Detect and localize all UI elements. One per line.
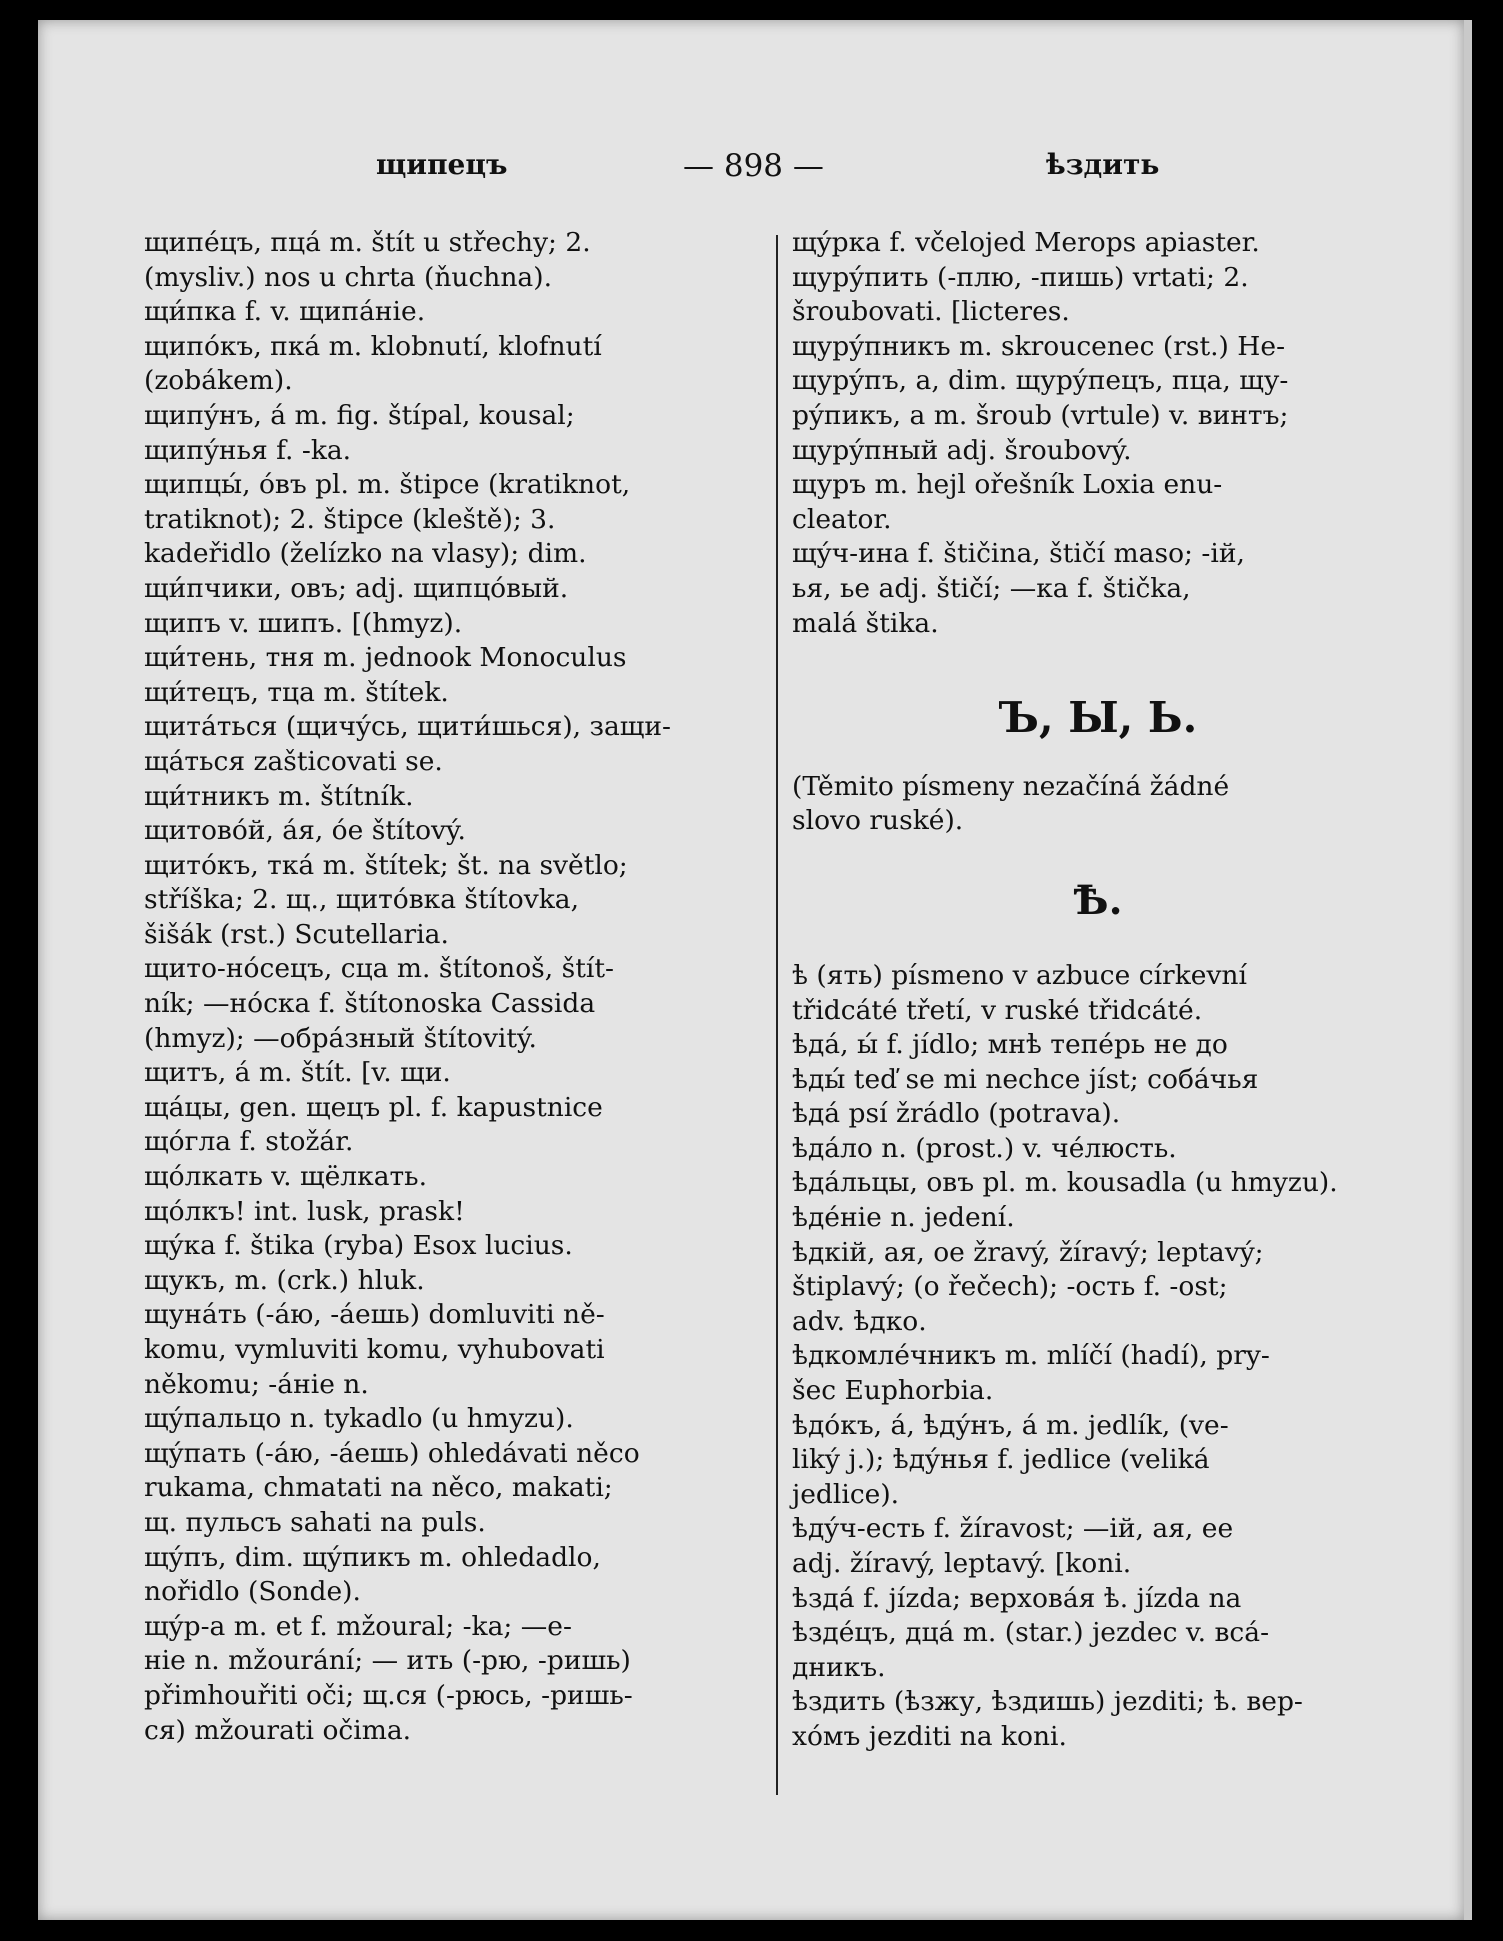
section-heading-hard-sign: Ъ, Ы, Ь. [998, 692, 1198, 742]
entry-line: щýр-а m. et f. mžoural; -ka; —е- [144, 1610, 572, 1642]
running-head [38, 148, 1464, 188]
entry-line: щурýпный adj. šroubový. [792, 434, 1132, 466]
entry-line: щипóкъ, пкá m. klobnutí, klofnutí [144, 330, 602, 362]
entry-line: щóгла f. stožár. [144, 1126, 354, 1158]
left-column [144, 226, 766, 1748]
entry-line: щурýпъ, а, dim. щурýпецъ, пца, щу- [792, 365, 1289, 397]
entry-line: malá štika. [792, 607, 939, 639]
entry-line: jedlice). [792, 1478, 900, 1510]
entry-line: щитóкъ, ткá m. štítek; št. na světlo; [144, 849, 628, 881]
entry-line: (mysliv.) nos u chrta (ňuchna). [144, 261, 552, 293]
column-divider [776, 235, 778, 1795]
entry-line: ѣдáло n. (prost.) v. чéлюсть. [792, 1132, 1177, 1164]
entry-line: ѣдá psí žrádlo (potrava). [792, 1098, 1121, 1130]
right-column [792, 226, 1404, 1755]
entry-line: (zobákem). [144, 365, 293, 397]
entry-line: liký j.); ѣдýнья f. jedlice (veliká [792, 1444, 1210, 1476]
entry-line: щукъ, m. (crk.) hluk. [144, 1264, 425, 1296]
entry-line: ѣдкомлéчникъ m. mlíčí (hadí), pry- [792, 1340, 1270, 1372]
page-number: — 898 — [683, 148, 824, 184]
dictionary-page [38, 20, 1464, 1920]
entry-line: щи́пчики, овъ; adj. щипцóвый. [144, 572, 569, 604]
page-edge-shadow [1464, 20, 1472, 1920]
entry-line: щипýнья f. -ka. [144, 434, 352, 466]
entry-line: щýпать (-áю, -áешь) ohledávati něco [144, 1437, 640, 1469]
entry-line: щуръ m. hejl ořešník Loxia enu- [792, 469, 1223, 501]
entry-line: ѣдкій, ая, ое žravý, žíravý; leptavý; [792, 1236, 1264, 1268]
entry-line: ѣ (ять) písmeno v azbuce církevní [792, 959, 1247, 991]
spacer [792, 760, 1404, 770]
entry-line: ѣдýч-есть f. žíravost; —ій, ая, ее [792, 1513, 1234, 1545]
entry-line: cleator. [792, 503, 892, 535]
entry-line: щáться zašticovati se. [144, 745, 443, 777]
entry-line: ья, ье adj. štičí; —ка f. štička, [792, 572, 1191, 604]
entry-line: (hmyz); —обрáзный štítovitý. [144, 1022, 537, 1054]
entry-line: щитъ, á m. štít. [v. щи. [144, 1057, 451, 1089]
entry-line: щитáться (щичýсь, щити́шься), защи- [144, 711, 672, 743]
spacer [792, 839, 1404, 859]
entry-line: щунáть (-áю, -áешь) domluviti ně- [144, 1299, 605, 1331]
entry-line: ѣдá, ы́ f. jídlo; мнѣ тепéрь не до [792, 1029, 1228, 1061]
right-column-entries-top [792, 226, 1404, 641]
entry-line: přimhouřiti oči; щ.ся (-рюсь, -ришь- [144, 1679, 633, 1711]
entry-line: щипýнъ, á m. fig. štípal, kousal; [144, 399, 575, 431]
entry-line: щи́тень, тня m. jednook Monoculus [144, 642, 627, 674]
entry-line: ѣздить (ѣзжу, ѣздишь) jezditi; ѣ. вер- [792, 1686, 1303, 1718]
entry-line: rukama, chmatati na něco, makati; [144, 1472, 613, 1504]
entry-line: рýпикъ, а m. šroub (vrtule) v. винтъ; [792, 399, 1289, 431]
entry-line: šroubovati. [licteres. [792, 296, 1070, 328]
entry-line: щитовóй, áя, óе štítový. [144, 815, 466, 847]
entry-line: щито-нóсецъ, сца m. štítonoš, štít- [144, 953, 614, 985]
entry-line: šec Euphorbia. [792, 1375, 994, 1407]
entry-line: adv. ѣдко. [792, 1305, 927, 1337]
spacer [792, 641, 1404, 676]
header-last-word: ѣздить [1046, 148, 1160, 181]
entry-line: šišák (rst.) Scutellaria. [144, 918, 449, 950]
entry-line: tratiknot); 2. štipce (kleště); 3. [144, 503, 556, 535]
entry-line: štiplavý; (o řečech); -ость f. -ost; [792, 1271, 1228, 1303]
entry-line: щýпальцо n. tykadlo (u hmyzu). [144, 1403, 574, 1435]
header-first-word: щипецъ [376, 148, 508, 181]
entry-line: щурýпникъ m. skroucenec (rst.) He- [792, 330, 1286, 362]
entry-line: (Těmito písmeny nezačíná žádné [792, 770, 1230, 802]
entry-line: щóлкать v. щёлкать. [144, 1161, 427, 1193]
entry-line: někomu; -áніе n. [144, 1368, 369, 1400]
entry-line: щýка f. štika (ryba) Esox lucius. [144, 1230, 573, 1262]
entry-line: ník; —нóска f. štítonoska Cassida [144, 988, 596, 1020]
entry-line: щипцы́, óвъ pl. m. štipce (kratiknot, [144, 469, 631, 501]
entry-line: дникъ. [792, 1651, 886, 1683]
section-note [792, 770, 1404, 839]
entry-line: komu, vymluviti komu, vyhubovati [144, 1334, 605, 1365]
spacer [792, 943, 1404, 959]
entry-line: щи́тецъ, тца m. štítek. [144, 676, 449, 708]
entry-line: щóлкъ! int. lusk, prask! [144, 1195, 465, 1227]
entry-line: kadeřidlo (želízko na vlasy); dim. [144, 538, 587, 570]
entry-line: щáцы, gen. щецъ pl. f. kapustnice [144, 1091, 603, 1123]
section-heading-yat: Ѣ. [1073, 876, 1123, 924]
entry-line: щурýпить (-плю, -пишь) vrtati; 2. [792, 261, 1249, 293]
entry-line: щипéцъ, пцá m. štít u střechy; 2. [144, 227, 591, 258]
entry-line: щипъ v. шипъ. [(hmyz). [144, 607, 463, 639]
entry-line: щýпъ, dim. щýпикъ m. ohledadlo, [144, 1541, 601, 1573]
entry-line: хóмъ jezditi na koni. [792, 1720, 1067, 1752]
entry-line: ѣздá f. jízda; верховáя ѣ. jízda na [792, 1582, 1242, 1614]
entry-line: ѣдáльцы, овъ pl. m. kousadla (u hmyzu). [792, 1167, 1338, 1199]
entry-line: ѣдóкъ, á, ѣдýнъ, á m. jedlík, (ve- [792, 1409, 1229, 1441]
entry-line: щýрка f. včelojed Merops apiaster. [792, 227, 1260, 258]
entry-line: ся) mžourati očima. [144, 1714, 412, 1746]
entry-line: adj. žíravý, leptavý. [koni. [792, 1548, 1132, 1579]
entry-line: třidcáté třetí, v ruské třidcáté. [792, 994, 1203, 1026]
right-column-entries-bottom [792, 959, 1404, 1755]
entry-line: ніе n. mžourání; — ить (-рю, -ришь) [144, 1645, 631, 1677]
entry-line: slovo ruské). [792, 805, 964, 837]
entry-line: щýч-ина f. štičina, štičí maso; -ій, [792, 538, 1245, 570]
entry-line: stříška; 2. щ., щитóвка štítovka, [144, 884, 580, 916]
entry-line: щ. пульсъ sahati na puls. [144, 1506, 486, 1538]
entry-line: nořidlo (Sonde). [144, 1576, 361, 1608]
entry-line: ѣздéцъ, дцá m. (star.) jezdec v. всá- [792, 1617, 1270, 1649]
entry-line: щи́пка f. v. щипáніе. [144, 296, 426, 328]
entry-line: ѣдéніе n. jedení. [792, 1202, 1015, 1234]
entry-line: щи́тникъ m. štítník. [144, 780, 414, 812]
entry-line: ѣды́ teď se mi nechce jíst; собáчья [792, 1063, 1259, 1095]
